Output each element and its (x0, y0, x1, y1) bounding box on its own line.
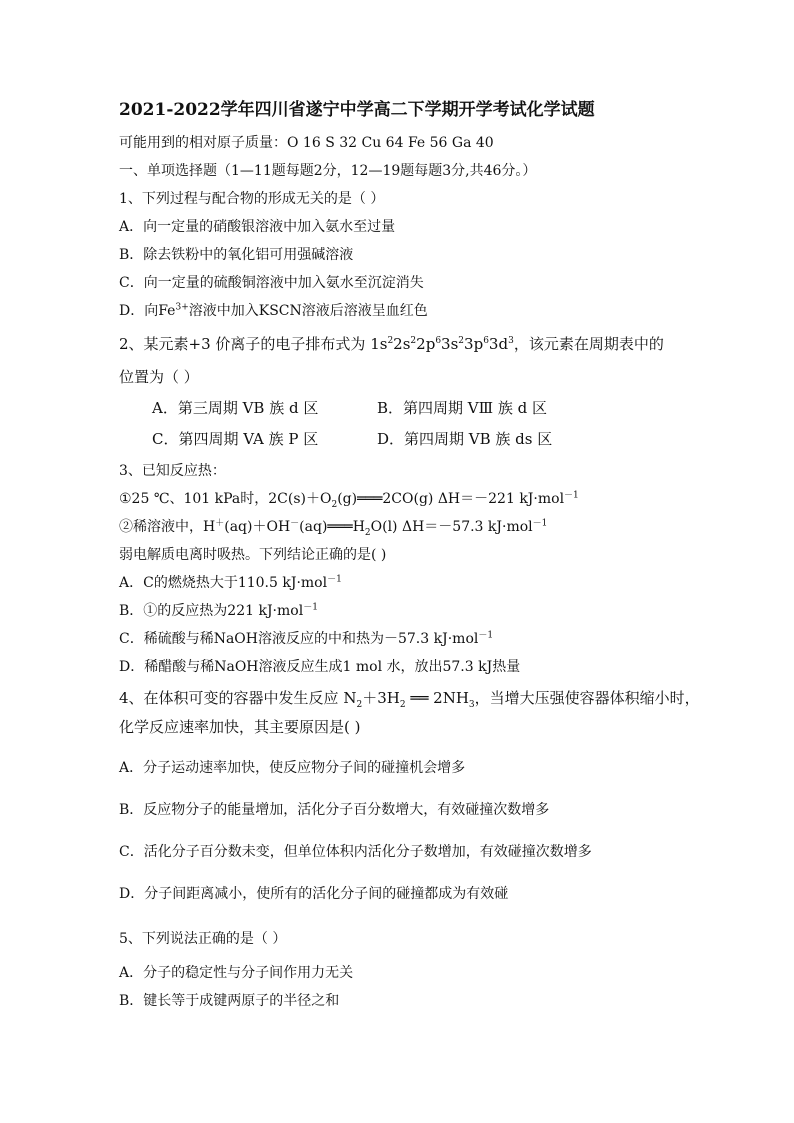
q3-r1-sup: －1 (564, 490, 579, 501)
q2-e11: 3 (508, 336, 514, 346)
q3-r2-mid2: (aq)═══H (299, 519, 365, 535)
q2-option-b: B．第四周期 VⅢ 族 d 区 (377, 399, 547, 417)
q3-r2-sub: 2 (364, 527, 371, 538)
q2-e9: 6 (483, 336, 489, 346)
q1-option-c: C．向一定量的硫酸铜溶液中加入氨水至沉淀消失 (119, 275, 424, 291)
q3-r2-pre: ②稀溶液中，H (119, 519, 216, 535)
q3-b-text: B．①的反应热为221 kJ·mol (119, 603, 304, 619)
section-header: 一、单项选择题（1—11题每题2分，12—19题每题3分,共46分。） (119, 163, 537, 179)
q2-stem-pre: 2、某元素+3 价离子的电子排布式为 1s (119, 335, 388, 353)
q3-b-sup: －1 (303, 602, 318, 613)
q3-r2-sup1: ＋ (215, 518, 225, 529)
q2-stem (119, 334, 664, 354)
q4-option-c: C．活化分子百分数未变，但单位体积内活化分子数增加，有效碰撞次数增多 (119, 844, 592, 860)
q1-option-d (119, 301, 428, 321)
q1-d-post: 溶液中加入KSCN溶液后溶液呈血红色 (188, 303, 428, 319)
q3-r2-mid1: (aq)＋OH (224, 519, 291, 535)
q3-option-a (119, 573, 342, 593)
q3-r1-sub: 2 (331, 499, 338, 510)
q3-r2-sup3: －1 (532, 518, 548, 529)
q4-stem-pre: 4、在体积可变的容器中发生反应 N (119, 689, 357, 707)
q3-a-text: A．C的燃烧热大于110.5 kJ·mol (119, 575, 328, 591)
q2-stem-2: 位置为（ ） (119, 368, 199, 386)
q4-s3: 3 (468, 700, 475, 710)
q1-d-sup: 3+ (175, 302, 189, 313)
q3-reaction-1 (119, 489, 579, 509)
q2-e4: 2p (416, 335, 436, 353)
q2-e8: 3p (464, 335, 484, 353)
q3-r2-sup2: － (290, 518, 300, 529)
q3-option-d: D．稀醋酸与稀NaOH溶液反应生成1 mol 水，放出57.3 kJ热量 (119, 659, 521, 675)
q3-c-sup: －1 (478, 630, 494, 641)
q2-e6: 3s (441, 335, 459, 353)
q4-s1: 2 (356, 700, 363, 710)
q3-reaction-2 (119, 517, 547, 537)
q2-option-c: C．第四周期 VA 族 P 区 (152, 430, 319, 448)
q4-stem (119, 688, 700, 708)
q3-note: 弱电解质电离时吸热。下列结论正确的是( ) (119, 547, 387, 563)
q3-c-text: C．稀硫酸与稀NaOH溶液反应的中和热为－57.3 kJ·mol (119, 631, 479, 647)
q3-r1-mid: (g)═══2CO(g) ΔH＝－221 kJ·mol (337, 491, 565, 507)
q4-stem-2: 化学反应速率加快，其主要原因是( ) (119, 718, 361, 736)
q2-option-a: A．第三周期 VB 族 d 区 (152, 399, 319, 417)
q3-stem: 3、已知反应热： (119, 463, 226, 479)
q2-e1: 2 (387, 336, 394, 346)
q2-e2: 2s (393, 335, 411, 353)
q2-e10: 3d (488, 335, 509, 353)
q2-option-d: D．第四周期 VB 族 ds 区 (377, 430, 553, 448)
page-title: 2021-2022学年四川省遂宁中学高二下学期开学考试化学试题 (119, 100, 595, 120)
q4-stem-post: ，当增大压强使容器体积缩小时， (474, 689, 700, 707)
q4-option-a: A．分子运动速率加快，使反应物分子间的碰撞机会增多 (119, 760, 466, 776)
q3-r1-pre: ①25 ℃、101 kPa时，2C(s)＋O (119, 491, 332, 507)
q2-e5: 6 (435, 336, 442, 346)
q3-option-c (119, 629, 493, 649)
q1-option-a: A．向一定量的硝酸银溶液中加入氨水至过量 (119, 219, 396, 235)
q3-a-sup: －1 (327, 574, 342, 585)
q4-option-d: D．分子间距离减小，使所有的活化分子间的碰撞都成为有效碰 (119, 886, 509, 902)
q5-stem: 5、下列说法正确的是（ ） (119, 931, 287, 947)
atomic-masses: 可能用到的相对原子质量：O 16 S 32 Cu 64 Fe 56 Ga 40 (119, 135, 494, 151)
q2-e3: 2 (410, 336, 417, 346)
q1-stem: 1、下列过程与配合物的形成无关的是（ ） (119, 191, 385, 207)
q1-option-b: B．除去铁粉中的氧化铝可用强碱溶液 (119, 247, 354, 263)
q2-stem-post: ，该元素在周期表中的 (513, 335, 664, 353)
q5-option-a: A．分子的稳定性与分子间作用力无关 (119, 965, 354, 981)
q5-option-b: B．键长等于成键两原子的半径之和 (119, 993, 340, 1009)
q1-d-pre: D．向Fe (119, 303, 176, 319)
q4-m2: ══ 2NH (405, 689, 469, 707)
q3-option-b (119, 601, 318, 621)
q4-option-b: B．反应物分子的能量增加，活化分子百分数增大，有效碰撞次数增多 (119, 802, 550, 818)
q4-m1: ＋3H (362, 689, 400, 707)
q3-r2-mid3: O(l) ΔH＝－57.3 kJ·mol (370, 519, 533, 535)
q2-e7: 2 (458, 336, 465, 346)
q4-s2: 2 (399, 700, 406, 710)
